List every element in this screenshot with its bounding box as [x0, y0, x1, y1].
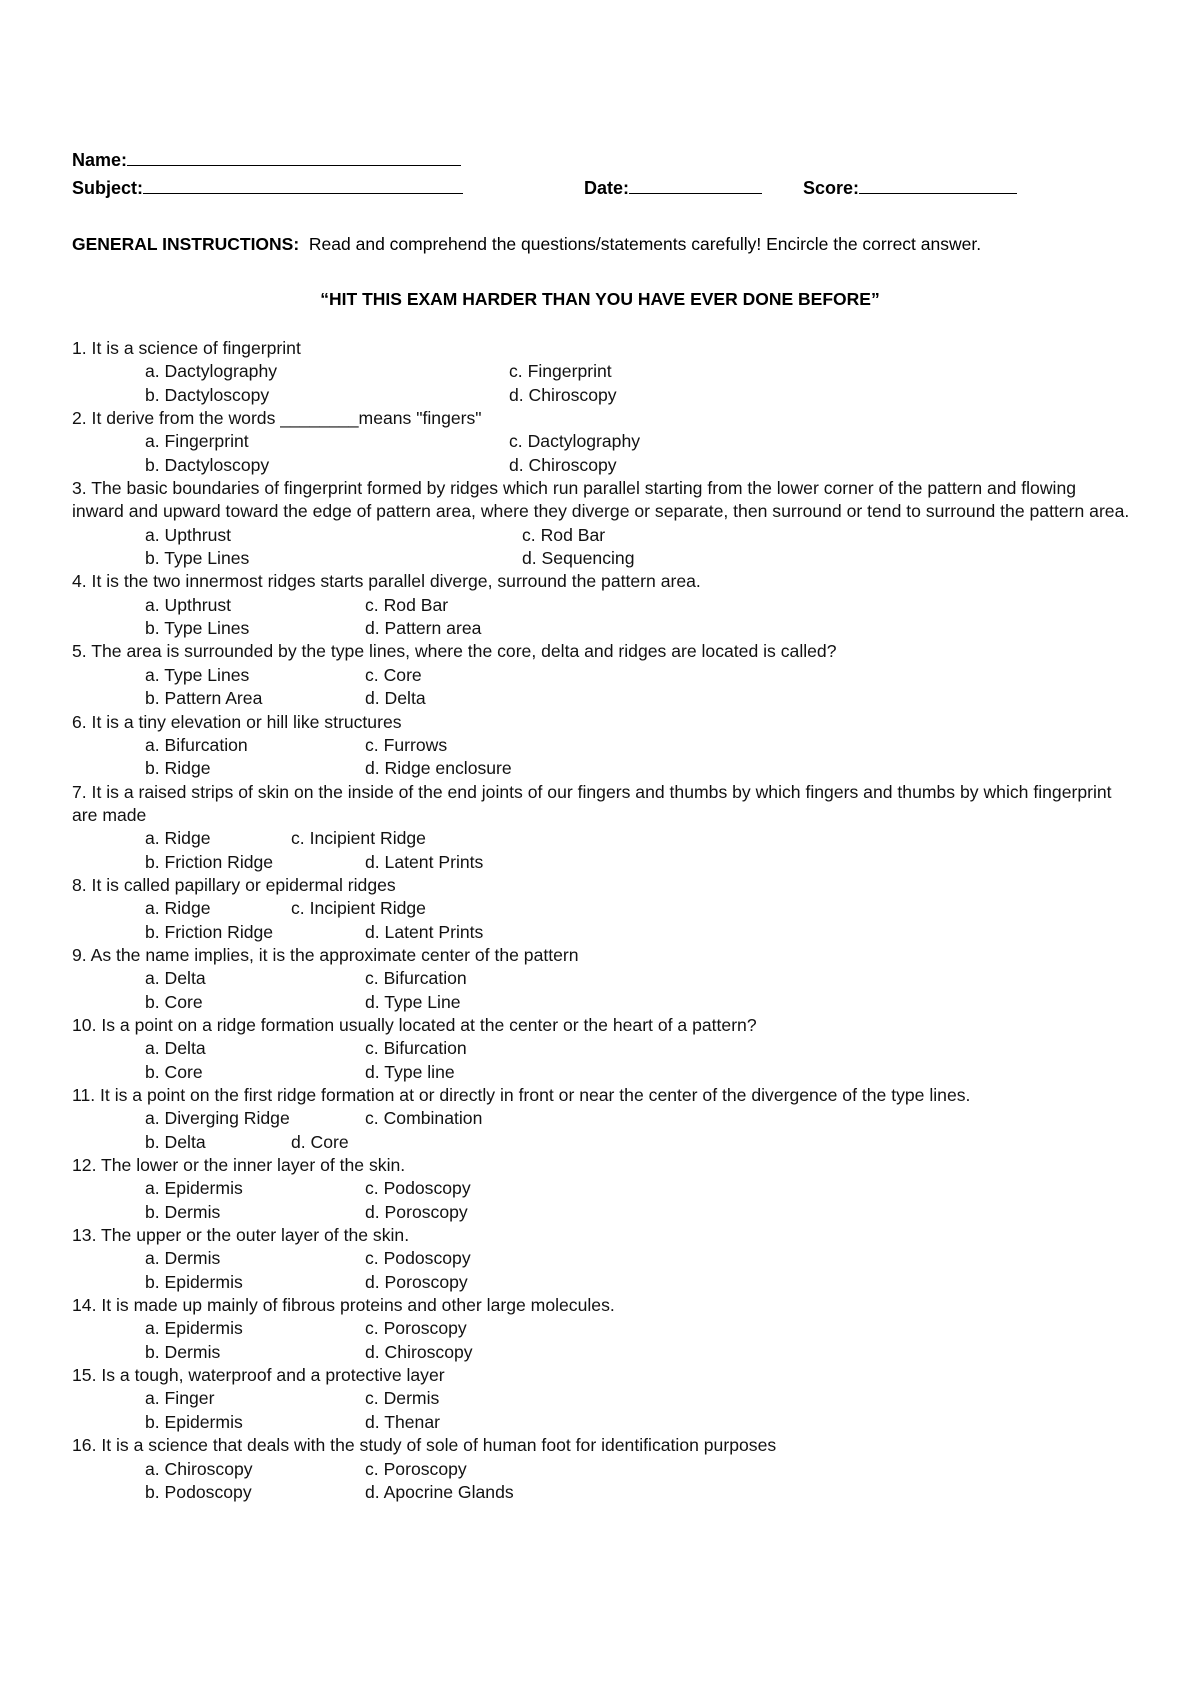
option-a[interactable]: a. Dermis [145, 1248, 221, 1269]
option-d[interactable]: d. Sequencing [522, 548, 635, 569]
option-a[interactable]: a. Bifurcation [145, 734, 248, 755]
option-row [72, 547, 1132, 570]
option-c[interactable]: c. Dactylography [509, 431, 641, 452]
option-row [72, 664, 1132, 687]
option-b[interactable]: b. Core [145, 1061, 203, 1082]
option-b[interactable]: b. Friction Ridge [145, 851, 274, 872]
option-row [72, 991, 1132, 1014]
question-7 [72, 781, 1132, 874]
option-row [72, 1317, 1132, 1340]
option-row [72, 1271, 1132, 1294]
option-d[interactable]: d. Latent Prints [365, 921, 484, 942]
question-stem: 1. It is a science of fingerprint [72, 338, 301, 358]
option-a[interactable]: a. Type Lines [145, 664, 250, 685]
option-a[interactable]: a. Delta [145, 968, 206, 989]
question-stem: 14. It is made up mainly of fibrous proteins and other large molecules. [72, 1295, 615, 1316]
option-d[interactable]: d. Chiroscopy [509, 384, 617, 405]
question-3 [72, 477, 1132, 570]
option-row [72, 1481, 1132, 1504]
option-row [72, 734, 1132, 757]
option-d[interactable]: d. Poroscopy [365, 1201, 468, 1222]
option-row [72, 921, 1132, 944]
option-row [72, 1107, 1132, 1130]
option-b[interactable]: b. Ridge [145, 758, 211, 779]
question-stem: 9. As the name implies, it is the approximate center of the pattern [72, 944, 579, 965]
question-12 [72, 1154, 1132, 1224]
option-row [72, 1177, 1132, 1200]
option-row [72, 617, 1132, 640]
exam-motto: “HIT THIS EXAM HARDER THAN YOU HAVE EVER DONE BEFORE” [320, 289, 880, 309]
subject-field [72, 177, 463, 199]
option-c[interactable]: c. Core [365, 664, 422, 685]
question-1 [72, 337, 1132, 407]
option-row [72, 1131, 1132, 1154]
option-b[interactable]: b. Pattern Area [145, 688, 263, 709]
option-a[interactable]: a. Ridge [145, 828, 211, 849]
option-row [72, 1387, 1132, 1410]
question-stem: 6. It is a tiny elevation or hill like structures [72, 711, 402, 732]
question-10 [72, 1014, 1132, 1084]
option-b[interactable]: b. Dermis [145, 1341, 221, 1362]
score-label: Score: [803, 178, 860, 198]
name-blank[interactable] [127, 149, 461, 166]
question-stem: 3. The basic boundaries of fingerprint formed by ridges which run parallel starting from the lower corner of the pattern and flowing inward and upward toward the edge of pattern area, where they diverge or separate, then surround or tend to surround the pattern area. [72, 478, 1130, 522]
option-c[interactable]: c. Bifurcation [365, 968, 467, 989]
question-stem: 4. It is the two innermost ridges starts parallel diverge, surround the pattern area. [72, 571, 701, 592]
question-stem: 15. Is a tough, waterproof and a protective layer [72, 1365, 445, 1386]
option-c[interactable]: c. Incipient Ridge [291, 898, 426, 919]
option-b[interactable]: b. Type Lines [145, 618, 250, 639]
question-6 [72, 711, 1132, 781]
option-b[interactable]: b. Friction Ridge [145, 921, 274, 942]
option-c[interactable]: c. Bifurcation [365, 1038, 467, 1059]
option-a[interactable]: a. Upthrust [145, 594, 232, 615]
option-a[interactable]: a. Ridge [145, 898, 211, 919]
option-row [72, 1341, 1132, 1364]
option-c[interactable]: c. Podoscopy [365, 1178, 471, 1199]
question-15 [72, 1364, 1132, 1434]
option-row [72, 967, 1132, 990]
option-d[interactable]: d. Ridge enclosure [365, 758, 512, 779]
question-stem: 7. It is a raised strips of skin on the inside of the end joints of our fingers and thumbs by which fingers and thumbs by which fingerprint are made [72, 781, 1112, 825]
option-b[interactable]: b. Dactyloscopy [145, 454, 270, 475]
question-stem: 12. The lower or the inner layer of the skin. [72, 1155, 406, 1176]
option-row [72, 827, 1132, 850]
name-label: Name: [72, 150, 128, 170]
subject-blank[interactable] [143, 177, 463, 194]
question-8 [72, 874, 1132, 944]
option-c[interactable]: c. Rod Bar [522, 524, 606, 545]
option-row [72, 1247, 1132, 1270]
option-row [72, 384, 1132, 407]
option-a[interactable]: a. Diverging Ridge [145, 1108, 290, 1129]
option-row [72, 851, 1132, 874]
option-a[interactable]: a. Delta [145, 1038, 206, 1059]
option-row [72, 1061, 1132, 1084]
instructions-label: GENERAL INSTRUCTIONS: [72, 234, 300, 254]
option-a[interactable]: a. Epidermis [145, 1178, 243, 1199]
general-instructions [72, 233, 981, 255]
option-c[interactable]: c. Poroscopy [365, 1458, 467, 1479]
option-row [72, 757, 1132, 780]
question-stem: 16. It is a science that deals with the study of sole of human foot for identification purposes [72, 1435, 777, 1456]
option-c[interactable]: c. Rod Bar [365, 594, 449, 615]
option-d[interactable]: d. Pattern area [365, 618, 482, 639]
date-label: Date: [584, 178, 630, 198]
question-16 [72, 1434, 1132, 1504]
option-b[interactable]: b. Podoscopy [145, 1481, 252, 1502]
question-14 [72, 1294, 1132, 1364]
option-a[interactable]: a. Dactylography [145, 361, 278, 382]
question-stem: 2. It derive from the words ________means "fingers" [72, 408, 482, 429]
option-c[interactable]: c. Incipient Ridge [291, 828, 426, 849]
option-row [72, 897, 1132, 920]
option-row [72, 430, 1132, 453]
question-13 [72, 1224, 1132, 1294]
option-b[interactable]: b. Dermis [145, 1201, 221, 1222]
option-c[interactable]: c. Furrows [365, 734, 448, 755]
option-d[interactable]: d. Delta [365, 688, 426, 709]
option-row [72, 454, 1132, 477]
option-c[interactable]: c. Fingerprint [509, 361, 612, 382]
question-11 [72, 1084, 1132, 1154]
option-row [72, 1037, 1132, 1060]
option-row [72, 1458, 1132, 1481]
option-d[interactable]: d. Chiroscopy [365, 1341, 473, 1362]
option-d[interactable]: d. Type Line [365, 991, 461, 1012]
option-row [72, 687, 1132, 710]
instructions-text: Read and comprehend the questions/statements carefully! Encircle the correct answer. [308, 234, 982, 254]
score-blank[interactable] [859, 177, 1017, 194]
option-c[interactable]: c. Poroscopy [365, 1318, 467, 1339]
question-5 [72, 640, 1132, 710]
question-stem: 8. It is called papillary or epidermal ridges [72, 874, 396, 895]
question-stem: 13. The upper or the outer layer of the skin. [72, 1225, 410, 1246]
option-c[interactable]: c. Dermis [365, 1388, 440, 1409]
option-d[interactable]: d. Type line [365, 1061, 455, 1082]
option-b[interactable]: b. Delta [145, 1131, 206, 1152]
option-row [72, 360, 1132, 383]
option-row [72, 524, 1132, 547]
name-field [72, 149, 461, 171]
option-a[interactable]: a. Chiroscopy [145, 1458, 253, 1479]
option-d[interactable]: d. Thenar [365, 1411, 440, 1432]
option-d[interactable]: d. Chiroscopy [509, 454, 617, 475]
option-d[interactable]: d. Latent Prints [365, 851, 484, 872]
option-row [72, 594, 1132, 617]
option-row [72, 1411, 1132, 1434]
question-list [72, 337, 1132, 1504]
score-field [803, 177, 1017, 199]
option-b[interactable]: b. Epidermis [145, 1271, 243, 1292]
date-blank[interactable] [629, 177, 762, 194]
option-c[interactable]: c. Podoscopy [365, 1248, 471, 1269]
option-a[interactable]: a. Fingerprint [145, 431, 249, 452]
question-stem: 5. The area is surrounded by the type lines, where the core, delta and ridges are located is called? [72, 641, 837, 662]
option-a[interactable]: a. Finger [145, 1388, 215, 1409]
subject-label: Subject: [72, 178, 144, 198]
option-b[interactable]: b. Epidermis [145, 1411, 243, 1432]
option-c[interactable]: c. Combination [365, 1108, 483, 1129]
option-b[interactable]: b. Type Lines [145, 548, 250, 569]
question-stem: 11. It is a point on the first ridge formation at or directly in front or near the center of the divergence of the type lines. [72, 1085, 971, 1105]
question-9 [72, 944, 1132, 1014]
option-d[interactable]: d. Apocrine Glands [365, 1481, 514, 1502]
question-stem: 10. Is a point on a ridge formation usually located at the center or the heart of a pattern? [72, 1014, 757, 1035]
option-a[interactable]: a. Epidermis [145, 1318, 243, 1339]
option-d[interactable]: d. Core [291, 1131, 349, 1152]
date-field [584, 177, 762, 199]
option-row [72, 1201, 1132, 1224]
option-b[interactable]: b. Dactyloscopy [145, 384, 270, 405]
question-2 [72, 407, 1132, 477]
question-4 [72, 570, 1132, 640]
option-b[interactable]: b. Core [145, 991, 203, 1012]
option-a[interactable]: a. Upthrust [145, 524, 232, 545]
option-d[interactable]: d. Poroscopy [365, 1271, 468, 1292]
